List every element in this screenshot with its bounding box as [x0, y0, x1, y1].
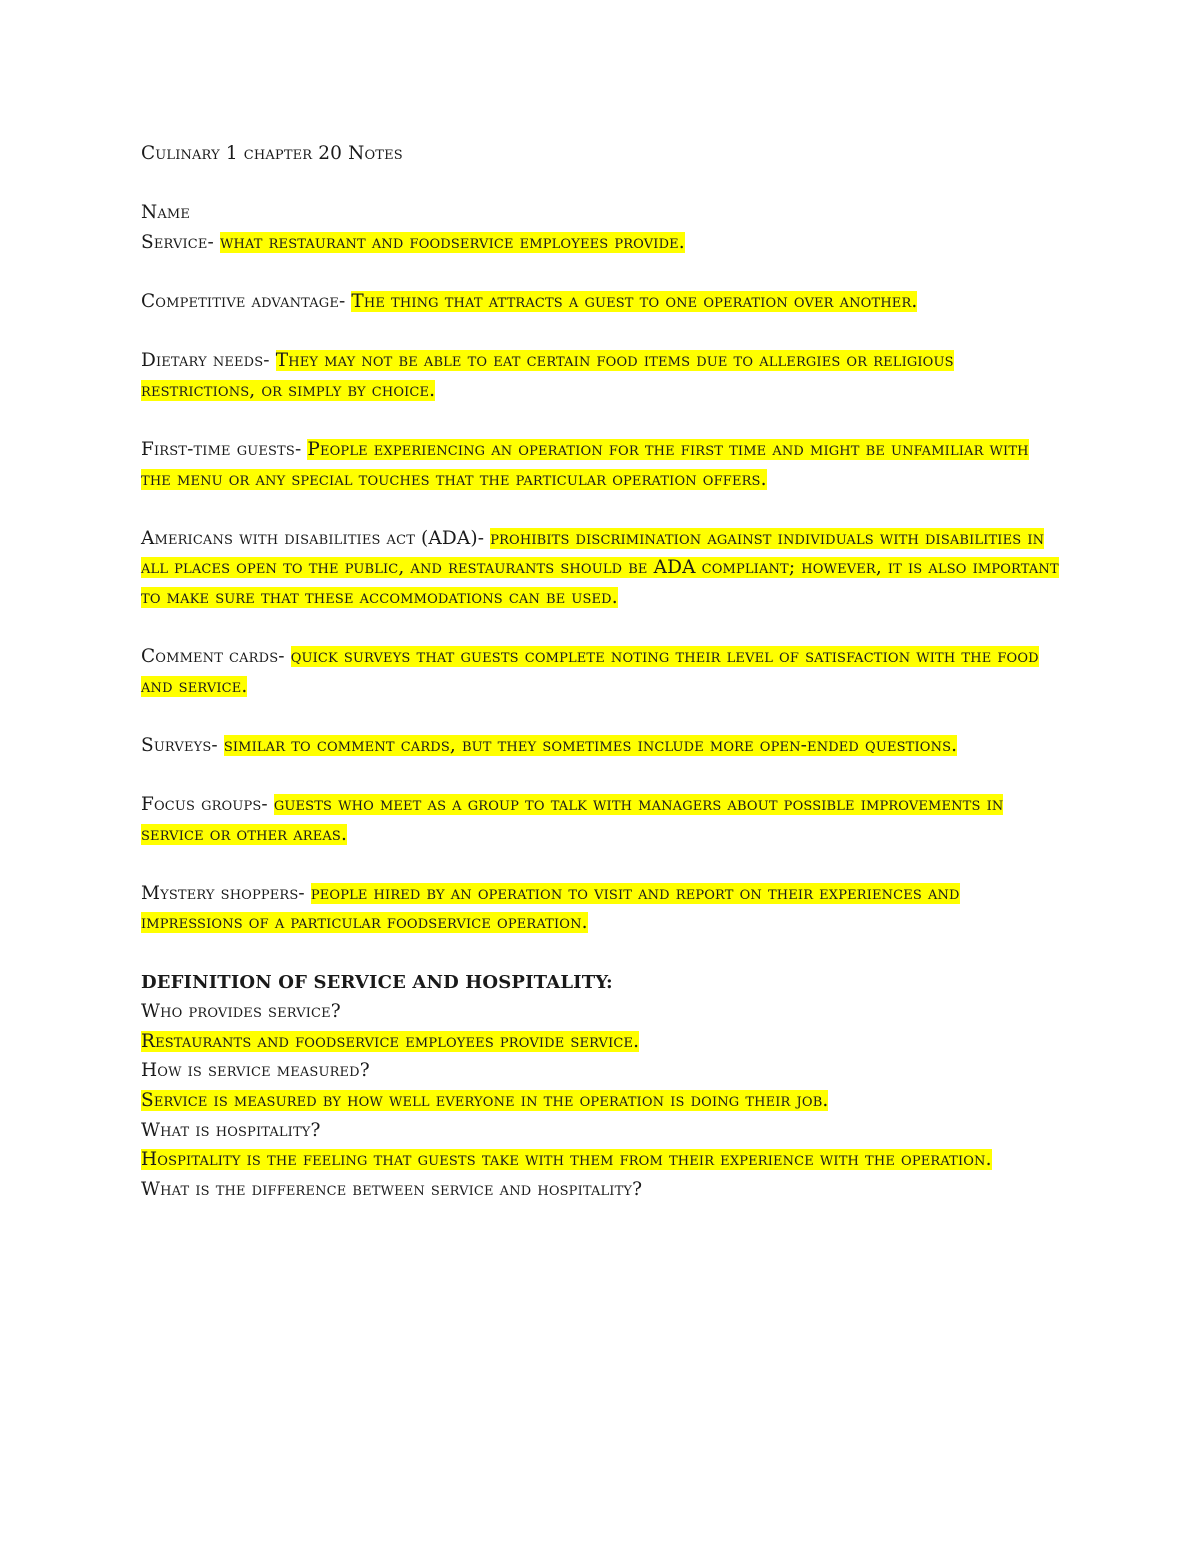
section-heading: DEFINITION OF SERVICE AND HOSPITALITY: — [141, 971, 613, 993]
term-label: Dietary needs- — [141, 350, 276, 372]
answer-text: Hospitality is the feeling that guests take with them from their experience with the operation. — [141, 1149, 992, 1171]
term-definition: similar to comment cards, but they sometimes include more open-ended questions. — [223, 734, 958, 756]
answer-text: Restaurants and foodservice employees provide service. — [141, 1030, 640, 1052]
spacer — [141, 405, 1059, 435]
term-label: Service- — [141, 231, 220, 253]
question: Who provides service? — [141, 1001, 341, 1023]
answer — [141, 1145, 1059, 1175]
term-entry-focus-groups — [141, 790, 1059, 849]
term-entry-surveys — [141, 731, 1059, 761]
term-definition: guests who meet as a group to talk with managers about possible improvements in service or other areas. — [141, 794, 1004, 845]
term-entry-dietary-needs — [141, 346, 1059, 405]
spacer — [141, 317, 1059, 347]
term-entry-service — [141, 228, 1059, 258]
term-entry-first-time-guests — [141, 435, 1059, 494]
term-definition: People experiencing an operation for the first time and might be unfamiliar with the menu or any special touches that the particular operation offers. — [141, 438, 1029, 490]
term-label: Surveys- — [141, 734, 224, 756]
term-entry-comment-cards — [141, 642, 1059, 701]
spacer — [141, 760, 1059, 790]
question: What is the difference between service and hospitality? — [141, 1178, 643, 1200]
term-definition: quick surveys that guests complete noting their level of satisfaction with the food and service. — [141, 646, 1039, 697]
term-definition: people hired by an operation to visit and report on their experiences and impressions of a particular foodservice operation. — [141, 882, 960, 934]
term-definition: prohibits discrimination against individuals with disabilities in all places open to the public, and restaurants should be ADA compliant; however, it is also important to make sure that these accommodations can be used. — [141, 527, 1059, 608]
term-label: First-time guests- — [141, 438, 308, 460]
term-label: Mystery shoppers- — [141, 882, 311, 904]
spacer — [141, 849, 1059, 879]
term-entry-mystery-shoppers — [141, 879, 1059, 938]
term-entry-ada — [141, 524, 1059, 613]
question: How is service measured? — [141, 1060, 370, 1082]
spacer — [141, 169, 1059, 199]
answer — [141, 1086, 1059, 1116]
document-body — [141, 139, 1059, 1204]
term-label: Competitive advantage- — [141, 290, 352, 312]
term-definition: The thing that attracts a guest to one operation over another. — [351, 290, 918, 312]
term-entry-competitive-advantage — [141, 287, 1059, 317]
document-title: Culinary 1 chapter 20 Notes — [141, 143, 403, 164]
spacer — [141, 938, 1059, 968]
spacer — [141, 613, 1059, 643]
spacer — [141, 257, 1059, 287]
answer — [141, 1027, 1059, 1057]
answer-text: Service is measured by how well everyone in the operation is doing their job. — [141, 1090, 829, 1111]
term-label: Focus groups- — [141, 794, 274, 816]
question: What is hospitality? — [141, 1119, 321, 1141]
spacer — [141, 701, 1059, 731]
term-label: Americans with disabilities act (ADA)- — [141, 527, 491, 549]
term-definition: They may not be able to eat certain food items due to allergies or religious restrictions, or simply by choice. — [141, 350, 954, 401]
term-definition: what restaurant and foodservice employees provide. — [219, 231, 685, 253]
name-label: Name — [141, 202, 190, 224]
spacer — [141, 494, 1059, 524]
term-label: Comment cards- — [141, 646, 291, 668]
